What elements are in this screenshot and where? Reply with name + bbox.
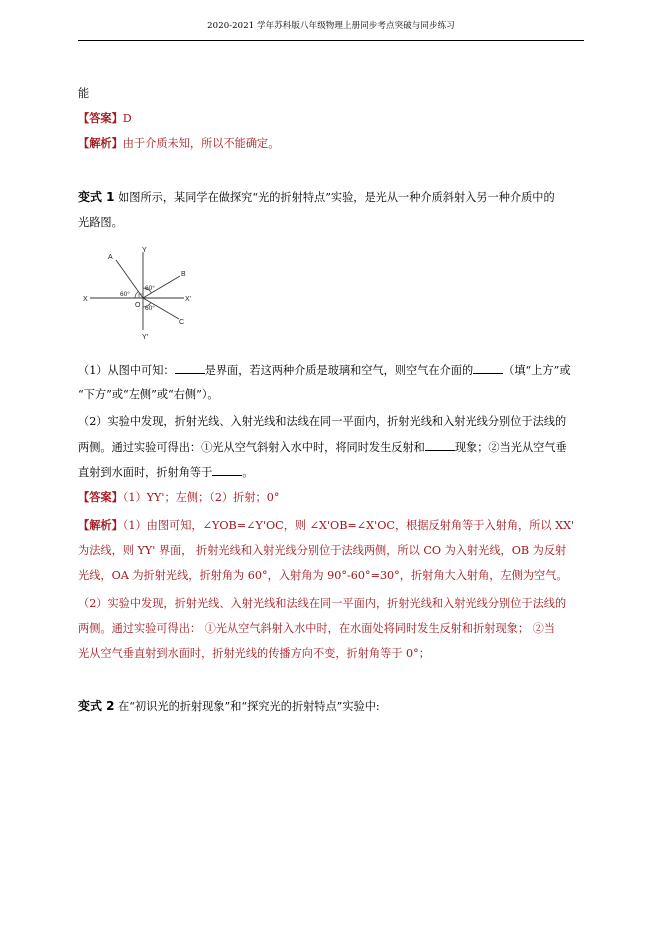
variant2-stem-text: 在“初识光的折射现象”和“探究光的折射特点”实验中: bbox=[118, 700, 380, 713]
q2-line2-a: 两侧。通过实验可得出：①光从空气斜射入水中时，将同时发生反射和 bbox=[78, 441, 425, 454]
analysis-tag: 【解析】 bbox=[78, 518, 123, 532]
question-1-line2: “下方”或“左侧”或“右侧”）。 bbox=[78, 388, 219, 401]
header-rule bbox=[78, 40, 584, 41]
angle-label-yob: 60° bbox=[145, 285, 155, 292]
label-b: B bbox=[181, 271, 186, 278]
page-header: 2020-2021 学年苏科版八年级物理上册同步考点突破与同步练习 bbox=[207, 21, 455, 31]
question-2-line3 bbox=[78, 464, 253, 480]
prev-analysis bbox=[78, 136, 279, 151]
angle-label-aox: 60° bbox=[120, 291, 130, 298]
q2-line3: 直射到水面时，折射角等于 bbox=[78, 466, 213, 479]
label-x-prime: X' bbox=[185, 296, 192, 303]
variant1-analysis-line-4: （2）实验中发现，折射光线、入射光线和法线在同一平面内，折射光线和入射光线分别位于法线的 bbox=[78, 597, 567, 610]
angle-label-coy: 60° bbox=[145, 305, 155, 312]
variant1-analysis-line-6: 光从空气垂直射到水面时，折射光线的传播方向不变，折射角等于 0°； bbox=[78, 647, 430, 660]
analysis-tag: 【解析】 bbox=[78, 136, 123, 150]
variant1-stem-line2: 光路图。 bbox=[78, 216, 123, 229]
blank-2 bbox=[473, 362, 503, 374]
variant1-stem bbox=[78, 190, 555, 205]
blank-3 bbox=[425, 439, 455, 451]
arc-aox bbox=[135, 292, 138, 299]
prev-text: 能 bbox=[78, 87, 90, 100]
label-o: O bbox=[135, 302, 141, 309]
variant1-stem-text: 如图所示，某同学在做探究“光的折射特点”实验，是光从一种介质斜射入另一种介质中的 bbox=[118, 191, 555, 204]
answer-tag: 【答案】 bbox=[78, 490, 123, 504]
answer-value: D bbox=[122, 112, 132, 125]
label-y-prime: Y' bbox=[142, 334, 149, 341]
label-c: C bbox=[179, 319, 185, 326]
refraction-diagram bbox=[80, 246, 210, 342]
question-2-line1: （2）实验中发现，折射光线、入射光线和法线在同一平面内，折射光线和入射光线分别位于法线的 bbox=[78, 415, 567, 428]
variant1-label: 变式 1 bbox=[78, 190, 115, 204]
variant1-analysis-line-3: 光线，OA 为折射光线，折射角为 60°，入射角为 90°-60°=30°，折射角大入射角，左侧为空气。 bbox=[78, 569, 568, 582]
blank-1 bbox=[175, 362, 205, 374]
analysis-text: 由于介质未知，所以不能确定。 bbox=[122, 137, 280, 150]
blank-4 bbox=[212, 464, 242, 476]
answer-tag: 【答案】 bbox=[78, 111, 123, 125]
answer-text: （1）YY'；左侧；（2）折射；0° bbox=[122, 491, 280, 504]
q1-suffix: （填“上方”或 bbox=[503, 364, 571, 377]
q2-line3-end: 。 bbox=[242, 466, 254, 479]
variant2-stem bbox=[78, 699, 380, 714]
variant1-answer bbox=[78, 490, 279, 505]
variant2-label: 变式 2 bbox=[78, 699, 115, 713]
question-2-line2 bbox=[78, 439, 567, 455]
question-1-line1 bbox=[78, 362, 571, 378]
label-y: Y bbox=[142, 247, 147, 254]
variant1-analysis-line-5: 两侧。通过实验可得出： ①光从空气斜射入水中时，在水面处将同时发生反射和折射现象； ②当 bbox=[78, 622, 555, 635]
q1-prefix: （1）从图中可知： bbox=[78, 364, 175, 377]
variant1-analysis-line-1 bbox=[78, 518, 574, 533]
label-a: A bbox=[108, 254, 113, 261]
prev-answer bbox=[78, 111, 132, 126]
label-x: X bbox=[83, 296, 88, 303]
q1-mid: 是界面，若这两种介质是玻璃和空气，则空气在介面的 bbox=[204, 364, 474, 377]
analysis-text: （1）由图可知，∠YOB=∠Y'OC，则 ∠X'OB=∠X'OC，根据反射角等于入射角，所以 XX' bbox=[122, 519, 575, 532]
variant1-analysis-line-2: 为法线，则 YY' 界面， 折射光线和入射光线分别位于法线两侧，所以 CO 为入射光线，OB 为反射 bbox=[78, 544, 567, 557]
q2-line2-b: 现象；②当光从空气垂 bbox=[454, 441, 567, 454]
